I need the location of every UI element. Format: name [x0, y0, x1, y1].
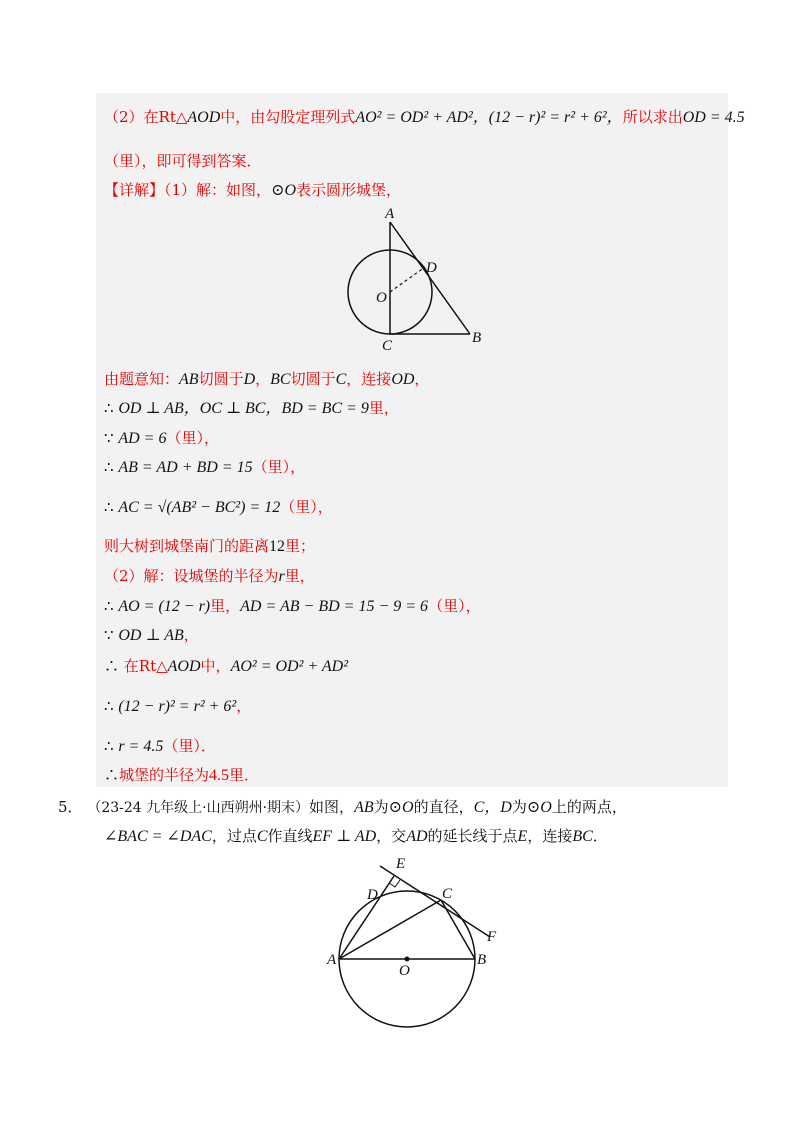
step2-sym: ∴ — [104, 399, 114, 417]
p2s2-sym: ∵ — [104, 626, 114, 644]
fig2-label-o: O — [399, 963, 410, 979]
step1-m2: D — [243, 371, 256, 388]
p2s6-sym: ∴ — [104, 766, 120, 784]
part2-step4 — [104, 696, 251, 717]
step1-t5: ， — [414, 370, 430, 388]
fig2-label-d: D — [367, 887, 378, 903]
fig2-label-c: C — [442, 886, 453, 902]
step5-line — [104, 497, 333, 518]
q5-l1i: 上的两点， — [551, 798, 627, 816]
hint-line-1 — [104, 107, 745, 128]
q5-l2b: ，过点 — [211, 827, 257, 845]
q5-l1d: ⊙O — [388, 799, 414, 816]
fig2-label-e: E — [396, 856, 406, 872]
step3-unit: （里）， — [166, 429, 219, 447]
q5-number: 5． — [58, 798, 83, 816]
step1-m4: C — [335, 371, 347, 388]
detail-circle: ⊙O — [271, 182, 297, 199]
p2s1-m2: AD = AB − BD = 15 − 9 = 6 — [240, 598, 429, 615]
fig1-label-b: B — [472, 330, 482, 346]
step4-sym: ∴ — [104, 458, 114, 476]
p2s6-t1: 里． — [229, 766, 260, 784]
conclusion1-line — [104, 536, 315, 557]
part2-step3 — [104, 656, 348, 677]
detail-label: 【详解】 — [104, 181, 165, 199]
q5-l1a: 如图， — [309, 798, 355, 816]
q5-l1e: 的直径， — [413, 798, 474, 816]
step4-line — [104, 457, 305, 478]
q5-l2a: ∠BAC = ∠DAC — [104, 828, 212, 845]
conclusion1-text: 则大树到城堡南门的距离 — [104, 537, 270, 555]
q5-l1c: 为 — [373, 798, 389, 816]
part2-intro — [104, 566, 315, 587]
q5-l1f: C，D — [473, 799, 512, 816]
step4-math: AB = AD + BD = 15 — [118, 459, 253, 476]
part2-step5 — [104, 736, 216, 757]
q5-source: （23-24 九年级上·山西朔州·期末） — [87, 800, 310, 816]
q5-l2c: C — [256, 828, 268, 845]
p2s2-t1: ， — [183, 626, 199, 644]
p2s3-t1: 中， — [200, 657, 231, 675]
figure-2 — [320, 850, 520, 1030]
hint-tail: 所以求出 — [622, 108, 683, 126]
fig1-line-od — [390, 267, 425, 292]
part2-pre: （2）解：设城堡的半径为 — [104, 567, 279, 585]
detail-text1: （1）解：如图， — [164, 181, 272, 199]
step1-t4: ，连接 — [346, 370, 392, 388]
part2-post: 里， — [284, 567, 315, 585]
step5-math: AC = √(AB² − BC²) = 12 — [118, 499, 281, 516]
fig2-label-f: F — [487, 929, 497, 945]
p2s6-m0: 4.5 — [209, 767, 230, 784]
step1-t3: 切圆于 — [290, 370, 336, 388]
detail-text2: 表示圆形城堡， — [296, 181, 402, 199]
q5-l2l: ． — [592, 827, 608, 845]
q5-line-1 — [58, 797, 627, 818]
hint-eq2: (12 − r)² = r² + 6²， — [488, 109, 623, 126]
hint-od: OD = 4.5 — [682, 109, 745, 126]
hint-lead: （2）在Rt△ — [104, 108, 188, 126]
fig1-line-ab — [390, 222, 470, 334]
step5-unit: （里）， — [280, 498, 333, 516]
p2s4-t1: ， — [236, 697, 252, 715]
step5-sym: ∴ — [104, 498, 114, 516]
p2s1-t2: （里）， — [428, 597, 481, 615]
q5-l1h: ⊙O — [526, 799, 552, 816]
step2-math: OD ⊥ AB，OC ⊥ BC，BD = BC = 9 — [118, 400, 369, 417]
p2s6-t0: 城堡的半径为 — [119, 766, 210, 784]
q5-l2e: EF ⊥ AD — [312, 828, 377, 845]
conclusion1-unit: 里； — [285, 537, 316, 555]
step2-line — [104, 398, 399, 419]
detail-line — [104, 180, 401, 201]
p2s4-m1: (12 − r)² = r² + 6² — [118, 698, 237, 715]
fig2-center-dot — [405, 957, 410, 962]
step3-line — [104, 428, 219, 449]
q5-l2j: ，连接 — [527, 827, 573, 845]
step1-pre: 由题意知： — [104, 370, 180, 388]
p2s1-sym: ∴ — [104, 597, 114, 615]
step3-math: AD = 6 — [118, 430, 167, 447]
p2s3-m0: AOD — [167, 658, 201, 675]
step1-m5: OD — [391, 371, 415, 388]
q5-l2h: 的延长线于点 — [427, 827, 518, 845]
p2s5-m1: r = 4.5 — [118, 738, 164, 755]
p2s3-sym: ∴ — [104, 657, 120, 675]
hint-eq1: AO² = OD² + AD²， — [355, 109, 489, 126]
step4-unit: （里）， — [252, 458, 306, 476]
part2-step1 — [104, 596, 481, 617]
fig2-label-b: B — [477, 952, 487, 968]
fig1-label-a: A — [385, 206, 395, 222]
q5-line-2 — [104, 826, 608, 847]
step1-line — [104, 369, 429, 390]
p2s5-t1: （里）． — [163, 737, 216, 755]
p2s4-sym: ∴ — [104, 697, 114, 715]
step1-m3: BC — [270, 371, 291, 388]
q5-l2i: E — [517, 828, 528, 845]
conclusion1-num: 12 — [269, 538, 286, 555]
p2s1-m1: AO = (12 − r) — [118, 598, 211, 615]
part2-step2 — [104, 625, 199, 646]
q5-l2k: BC — [572, 828, 593, 845]
q5-l1b: AB — [354, 799, 374, 816]
hint-line-2: （里），即可得到答案． — [104, 152, 262, 170]
q5-l2f: ，交 — [376, 827, 407, 845]
fig1-label-c: C — [382, 338, 393, 354]
fig2-line-ac — [339, 900, 441, 959]
part2-m: r — [278, 568, 285, 585]
figure-1 — [330, 205, 500, 355]
p2s1-t1: 里， — [210, 597, 241, 615]
p2s5-sym: ∴ — [104, 737, 114, 755]
step1-m1: AB — [179, 371, 199, 388]
step1-t1: 切圆于 — [198, 370, 244, 388]
hint-aod: AOD — [187, 109, 221, 126]
fig1-label-d: D — [426, 260, 437, 276]
p2s3-t0: 在Rt△ — [123, 657, 168, 675]
step2-unit: 里， — [368, 399, 399, 417]
p2s2-m1: OD ⊥ AB — [118, 627, 184, 644]
fig1-label-o: O — [376, 290, 387, 306]
q5-l1g: 为 — [511, 798, 527, 816]
fig2-label-a: A — [327, 952, 337, 968]
hint-mid: 中，由勾股定理列式 — [220, 108, 356, 126]
part2-step6 — [104, 765, 259, 786]
step1-t2: ， — [255, 370, 271, 388]
q5-l2d: 作直线 — [267, 827, 313, 845]
q5-l2g: AD — [406, 828, 428, 845]
step3-sym: ∵ — [104, 429, 114, 447]
p2s3-m1: AO² = OD² + AD² — [230, 658, 349, 675]
